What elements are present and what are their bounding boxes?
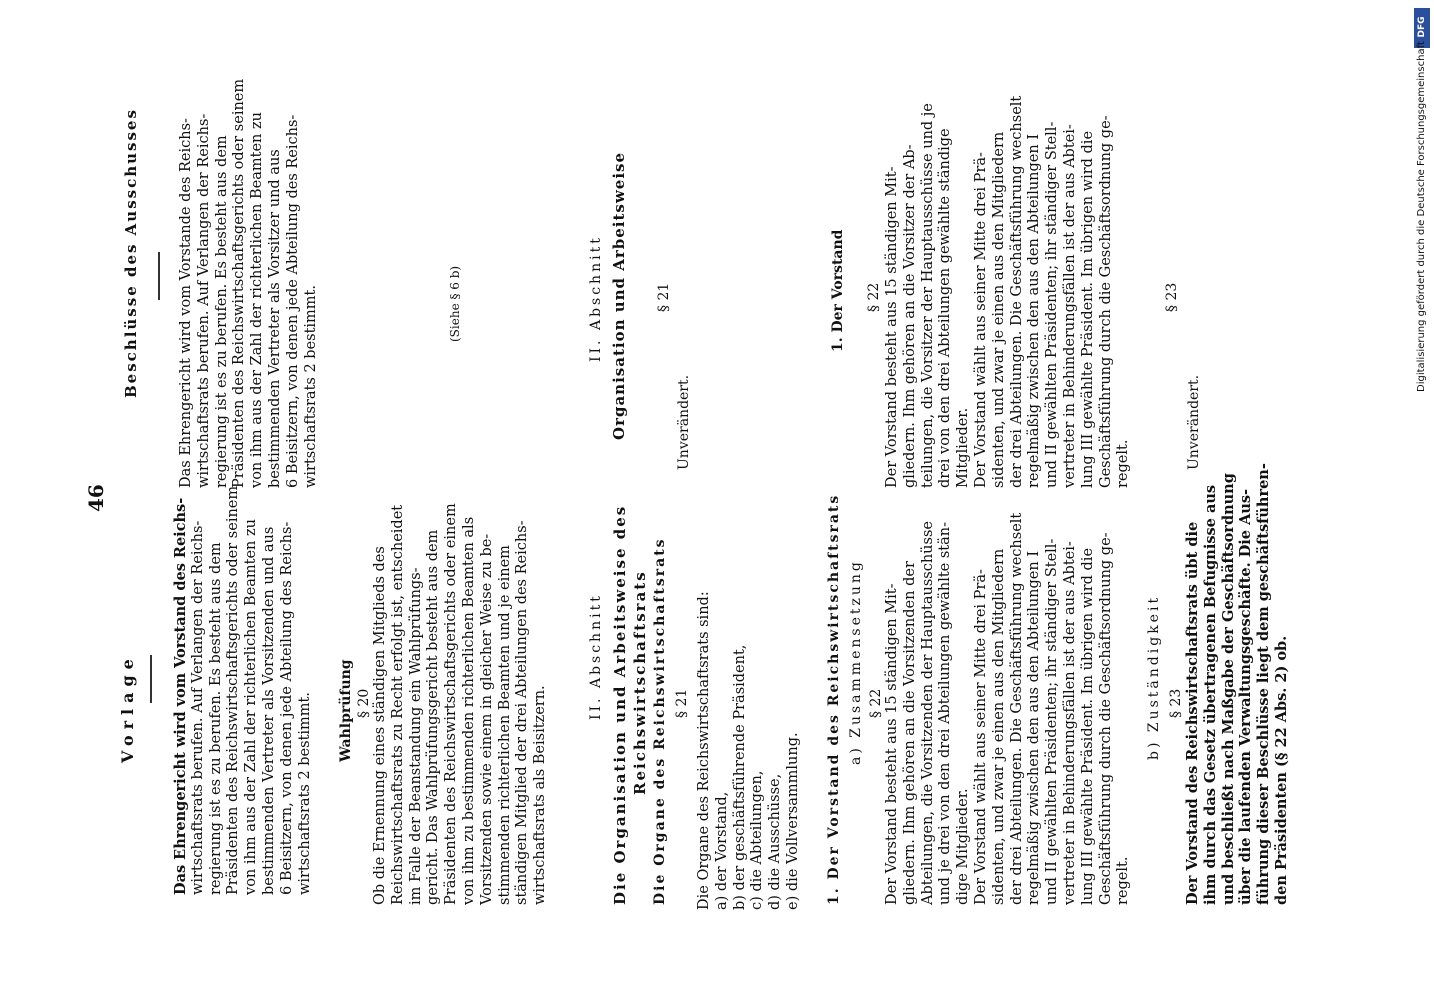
right-vorstand-title: 1. Der Vorstand bbox=[830, 229, 846, 352]
left-title-rule bbox=[150, 655, 152, 703]
right-abschnitt: II. Abschnitt bbox=[588, 235, 604, 362]
right-section-21: § 21 bbox=[656, 282, 672, 312]
dfg-logo: DFG bbox=[1414, 8, 1430, 48]
organe-list: Die Organe des Reichswirtschaftsrats sind: a) der Vorstand, b) der geschäftsführende Präsident, c) die Abteilungen, d) die Ausschüsse, e) die Vollversammlung. bbox=[696, 591, 801, 910]
right-unveraendert-2: Unverändert. bbox=[1186, 374, 1202, 470]
right-title: Beschlüsse des Ausschusses bbox=[122, 108, 140, 398]
zusammensetzung-title: a) Zusammensetzung bbox=[848, 559, 864, 765]
right-paragraph-2: Der Vorstand besteht aus 15 ständigen Mit- gliedern. Ihm gehören an die Vorsitzer der Ab- teilungen, die Vorsitzer der Hauptausschüsse und je drei von den drei Abteilungen gewählte ständige Mitglieder. Der Vorstand wählt aus seiner Mitte drei Prä- sidenten, und zwar je einen aus den Mitgliedern der drei Abteilungen. Die Geschäftsführung wechselt regelmäßig zwischen den aus den Abteilungen I und II gewählten Präsidenten; ihr ständiger Stell- vertreter in Behinderungsfällen ist der aus Abtei- lung III gewählte Präsident. Im übrigen wird die Geschäftsführung durch die Geschäftsordnung ge- regelt. bbox=[884, 95, 1132, 488]
page-number: 46 bbox=[84, 484, 108, 512]
left-abschnitt: II. Abschnitt bbox=[588, 593, 604, 720]
left-section-21: § 21 bbox=[674, 688, 690, 718]
zustaendigkeit-title: b) Zuständigkeit bbox=[1146, 594, 1162, 760]
section-20: § 20 bbox=[356, 688, 372, 718]
left-paragraph-1: Das Ehrengericht wird vom Vorstand des Reichs- wirtschaftsrats berufen. Auf Verlangen der Reichs- regierung ist es zu berufen. Es besteht aus dem Präsidenten des Reichswirtschaftsgerichts oder seinem von ihm aus der Zahl der richterlichen Beamten zu bestimmenden Vertreter als Vorsitzenden und aus 6 Beisitzern, von denen jede Abteilung des Reichs- wirtschaftsrats 2 bestimmt. bbox=[172, 485, 313, 895]
wahlpruefung-title: Wahlprüfung bbox=[338, 659, 354, 762]
digitization-credit: Digitalisierung gefördert durch die Deutsche Forschungsgemeinschaft bbox=[1416, 41, 1427, 392]
left-paragraph-2: Ob die Ernennung eines ständigen Mitglieds des Reichswirtschaftsrats zu Recht erfolgt ist, entscheidet im Falle der Beanstandung ein Wahlprüfungs- gericht. Das Wahlprüfungsgericht besteht aus dem Präsidenten des Reichswirtschaftsgerichts oder einem von ihm zu bestimmenden richterlichen Beamten als Vorsitzenden sowie einem in gleicher Weise zu be- stimmenden richterlichen Beamten und je einem ständigen Mitglied der drei Abteilungen des Reichs- wirtschaftsrats als Beisitzern. bbox=[372, 503, 549, 905]
left-paragraph-4: Der Vorstand des Reichswirtschaftsrats übt die ihm durch das Gesetz übertragenen Befugnisse aus und beschließt nach Maßgabe der Geschäftsordnung über die laufenden Verwaltungsgeschäfte. Die Aus- führung dieser Beschlüsse liegt dem geschäftsführen- den Präsidenten (§ 22 Abs. 2) ob. bbox=[1184, 463, 1290, 905]
siehe-note: (Siehe § 6 b) bbox=[448, 265, 462, 342]
left-section-22: § 22 bbox=[868, 688, 884, 718]
left-title: Vorlage bbox=[118, 653, 137, 763]
right-title-rule bbox=[158, 252, 160, 300]
vorstand-title: 1. Der Vorstand des Reichswirtschaftsrats bbox=[826, 493, 842, 905]
left-section-23: § 23 bbox=[1168, 688, 1184, 718]
right-abschnitt-title: Organisation und Arbeitsweise bbox=[610, 151, 628, 440]
left-paragraph-3: Der Vorstand besteht aus 15 ständigen Mit- gliedern. Ihm gehören an die Vorsitzenden der Abteilungen, die Vorsitzenden der Hauptausschüsse und je drei von den drei Abteilungen gewählte stän- dige Mitglieder. Der Vorstand wählt aus seiner Mitte drei Prä- sidenten, und zwar je einen aus den Mitgliedern der drei Abteilungen. Die Geschäftsführung wechselt regelmäßig zwischen den aus den Abteilungen I und II gewählten Präsidenten; ihr ständiger Stell- vertreter in Behinderungsfällen ist der aus Abtei- lung III gewählte Präsident. Im übrigen wird die Geschäftsführung durch die Geschäftsordnung ge- regelt. bbox=[884, 512, 1132, 905]
digitization-sidebar bbox=[1410, 0, 1434, 1000]
organe-title: Die Organe des Reichswirtschaftsrats bbox=[652, 537, 668, 905]
right-paragraph-1: Das Ehrengericht wird vom Vorstande des Reichs- wirtschaftsrats berufen. Auf Verlangen der Reichs- regierung ist es zu berufen. Es besteht aus dem Präsidenten des Reichswirtschaftsgerichts oder seinem von ihm aus der Zahl der richterlichen Beamten zu bestimmenden Vertreter als Vorsitzer und aus 6 Beisitzern, von denen jede Abteilung des Reichs- wirtschaftsrats 2 bestimmt. bbox=[178, 78, 319, 488]
right-unveraendert-1: Unverändert. bbox=[676, 374, 692, 470]
right-section-23: § 23 bbox=[1164, 282, 1180, 312]
right-section-22: § 22 bbox=[866, 282, 882, 312]
left-abschnitt-title: Die Organisation und Arbeitsweise des Reichswirtschaftsrats bbox=[611, 504, 649, 905]
